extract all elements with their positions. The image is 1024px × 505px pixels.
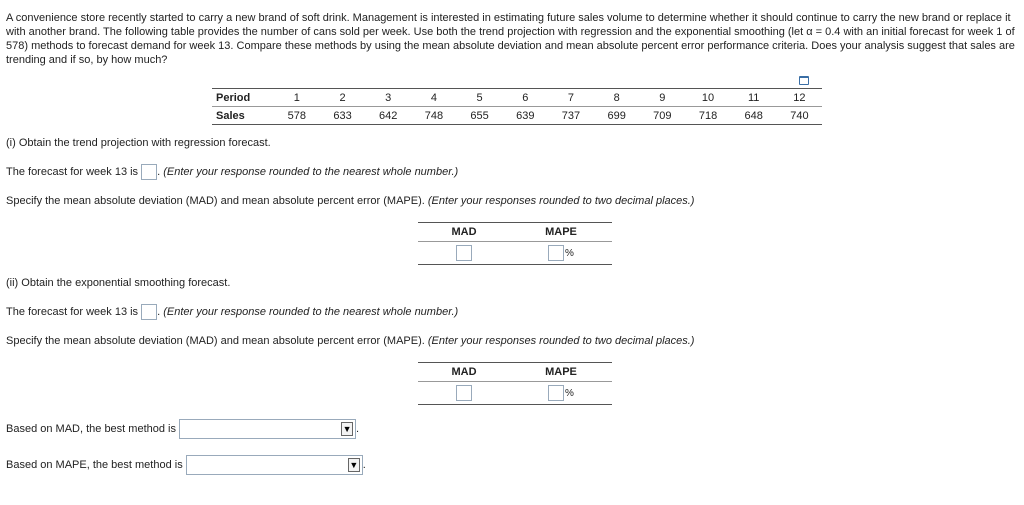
sales-cell: 737 [548,107,594,125]
chevron-down-icon[interactable]: ▼ [349,460,359,470]
period-cell: 12 [777,89,823,107]
period-header: Period [212,89,274,107]
part2-specify-text: Specify the mean absolute deviation (MAD) and mean absolute percent error (MAPE). [6,335,425,347]
part2-forecast-line [6,304,458,320]
best-mad-line [6,419,359,439]
period-cell: 3 [365,89,411,107]
mape-header: MAPE [510,363,612,382]
period-mark: . [157,305,161,318]
sales-cell: 740 [777,107,823,125]
part1-heading: (i) Obtain the trend projection with regression forecast. [6,137,271,149]
period-cell: 4 [411,89,457,107]
part2-heading: (ii) Obtain the exponential smoothing forecast. [6,277,231,289]
mad-header: MAD [418,223,510,242]
sales-cell: 655 [457,107,503,125]
period-cell: 1 [274,89,320,107]
part1-mad-input[interactable] [456,245,472,261]
part2-specify-line [6,335,694,347]
percent-sign: % [565,247,574,259]
sales-cell: 748 [411,107,457,125]
part1-forecast-line [6,164,458,180]
sales-row [212,107,822,125]
best-mad-label: Based on MAD, the best method is [6,422,176,435]
sales-cell: 639 [502,107,548,125]
expand-icon[interactable] [799,76,809,85]
part1-error-table [418,222,612,265]
sales-cell: 633 [320,107,366,125]
part2-forecast-hint: (Enter your response rounded to the nearest whole number.) [163,305,459,318]
period-mark: . [356,422,360,435]
period-mark: . [157,165,161,178]
chevron-down-icon[interactable]: ▼ [342,424,352,434]
period-cell: 10 [685,89,731,107]
mape-header: MAPE [510,223,612,242]
part2-forecast-prefix: The forecast for week 13 is [6,305,139,318]
period-sales-table [212,88,822,125]
best-mad-select[interactable] [179,419,356,439]
problem-statement: A convenience store recently started to carry a new brand of soft drink. Management is interested in estimating future sales volume to determine whether it should continue to carry the new brand or replace it with another brand. The following table provides the number of cans sold per week. Use both the trend projection with regression and the exponential smoothing (let α = 0.4 with an initial forecast for week 1 of 578) methods to forecast demand for week 13. Compare these methods by using the mean absolute deviation and mean absolute percent error performance criteria. Does your analysis suggest that sales are trending and if so, by how much? [6,12,1015,66]
sales-cell: 718 [685,107,731,125]
sales-cell: 578 [274,107,320,125]
best-mape-select[interactable] [186,455,363,475]
mad-header: MAD [418,363,510,382]
part1-specify-text: Specify the mean absolute deviation (MAD) and mean absolute percent error (MAPE). [6,195,425,207]
part1-specify-hint: (Enter your responses rounded to two decimal places.) [427,195,695,207]
part1-forecast-prefix: The forecast for week 13 is [6,165,139,178]
period-mark: . [362,458,366,471]
part2-mad-input[interactable] [456,385,472,401]
part2-forecast-input[interactable] [141,304,157,320]
sales-cell: 699 [594,107,640,125]
part2-error-table [418,362,612,405]
part1-forecast-hint: (Enter your response rounded to the nearest whole number.) [163,165,459,178]
period-row [212,89,822,107]
sales-header: Sales [212,107,274,125]
part1-mape-input[interactable] [548,245,564,261]
period-cell: 6 [502,89,548,107]
part2-mape-input[interactable] [548,385,564,401]
best-mape-label: Based on MAPE, the best method is [6,458,183,471]
period-cell: 7 [548,89,594,107]
period-cell: 8 [594,89,640,107]
period-cell: 2 [320,89,366,107]
period-cell: 5 [457,89,503,107]
part1-specify-line [6,195,694,207]
part2-specify-hint: (Enter your responses rounded to two decimal places.) [427,335,695,347]
period-cell: 11 [731,89,777,107]
period-cell: 9 [640,89,686,107]
best-mape-line [6,455,366,475]
sales-cell: 642 [365,107,411,125]
percent-sign: % [565,387,574,399]
sales-cell: 709 [640,107,686,125]
sales-cell: 648 [731,107,777,125]
part1-forecast-input[interactable] [141,164,157,180]
